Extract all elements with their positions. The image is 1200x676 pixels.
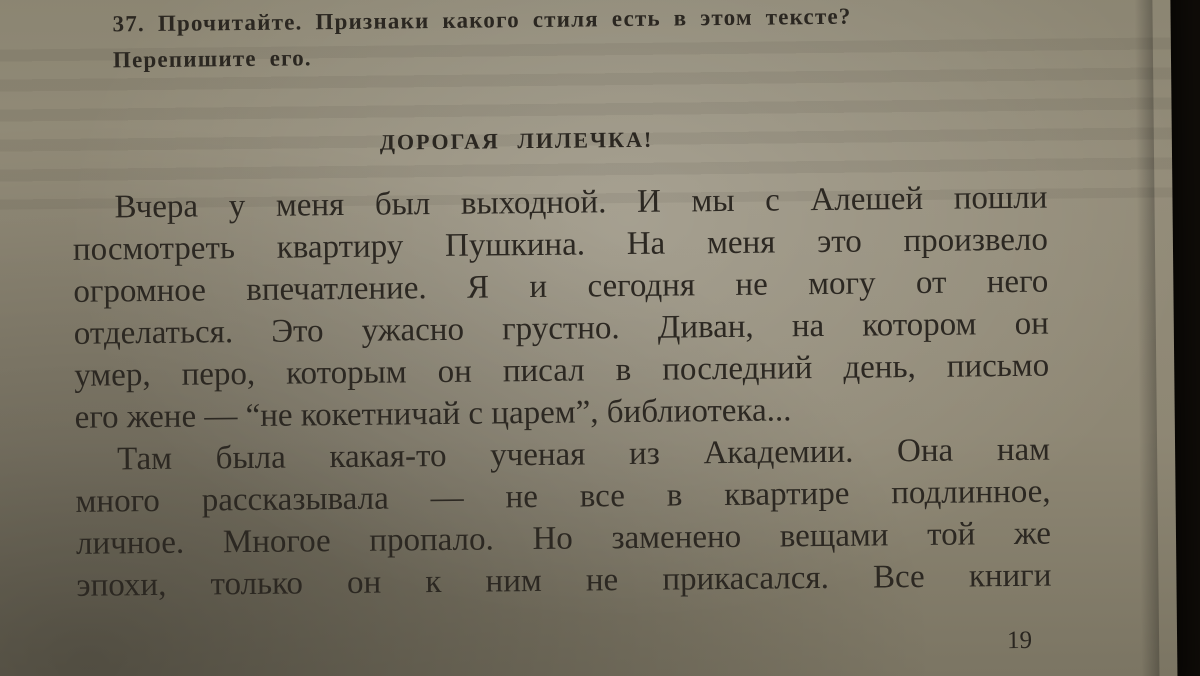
letter-body	[72, 177, 1051, 607]
paragraph-line: Там была какая-то ученая из Академии. Она нам	[116, 431, 1051, 478]
paragraph-line: отделаться. Это ужасно грустно. Диван, на котором он	[73, 305, 1049, 352]
paragraph-line: умер, перо, которым он писал в последний день, письмо	[74, 347, 1050, 394]
paragraph-1	[72, 177, 1050, 439]
exercise-line-2: Перепишите его.	[112, 45, 312, 73]
exercise-instruction	[112, 0, 1073, 78]
exercise-number: 37.	[112, 11, 146, 37]
exercise-instruction-text: Прочитайте. Признаки какого стиля есть в этом тексте?	[157, 3, 852, 36]
paragraph-line: посмотреть квартиру Пушкина. На меня это произвело	[72, 221, 1049, 268]
paragraph-line: личное. Многое пропало. Но заменено вещами той же	[75, 515, 1052, 562]
page-number: 19	[1006, 626, 1033, 655]
paragraph-2	[75, 429, 1052, 607]
paragraph-line: огромное впечатление. Я и сегодня не могу от него	[73, 263, 1049, 310]
paragraph-line: эпохи, только он к ним не прикасался. Все книги	[76, 557, 1052, 604]
letter-title: ДОРОГАЯ ЛИЛЕЧКА!	[379, 126, 654, 155]
paragraph-line: Вчера у меня был выходной. И мы с Алешей пошли	[114, 179, 1048, 226]
paragraph-line: его жене — “не кокетничай с царем”, библиотека...	[74, 392, 792, 436]
paragraph-line: много рассказывала — не все в квартире подлинное,	[75, 473, 1051, 520]
